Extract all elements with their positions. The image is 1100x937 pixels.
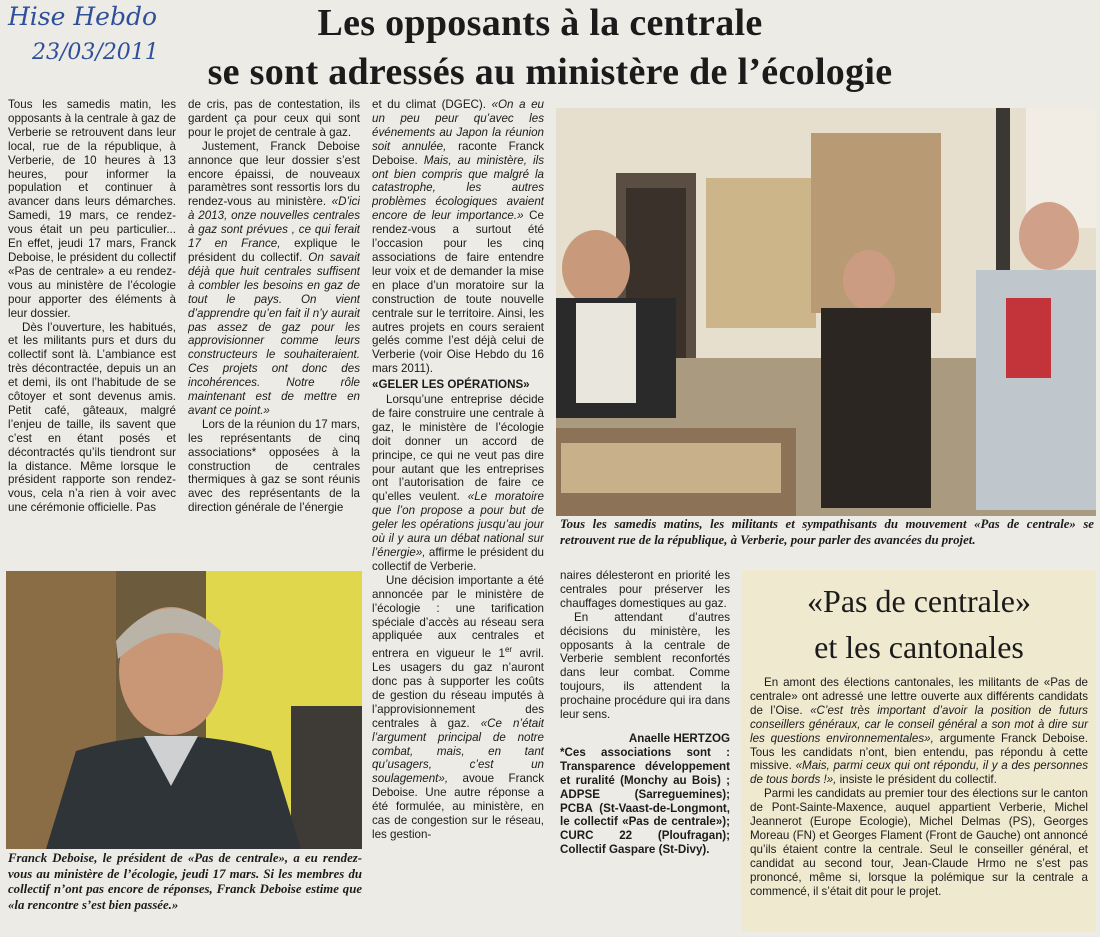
- portrait-photo-illustration: [6, 571, 362, 849]
- handwritten-date: 23/03/2011: [32, 40, 159, 65]
- portrait-photo: [6, 571, 362, 849]
- handwritten-source: Hise Hebdo: [8, 2, 158, 31]
- author-signature: Anaelle HERTZOG: [628, 731, 730, 745]
- subheading-geler: «GELER LES OPÉRATIONS»: [372, 378, 530, 392]
- meeting-photo-caption: Tous les samedis matins, les militants et sympathisants du mouvement «Pas de centrale» se retrouvent rue de la république, à Verberie, pour parler des avancées du projet.: [560, 517, 1094, 547]
- article-column-1: [8, 98, 176, 558]
- portrait-photo-caption: Franck Deboise, le président de «Pas de centrale», a eu rendez-vous au ministère de l’écologie, jeudi 17 mars. Si les membres du collectif n’ont pas encore de réponses, Franck Deboise estime que «la rencontre s’est bien passée.»: [8, 851, 362, 912]
- headline-line-2: se sont adressés au ministère de l’écologie: [207, 51, 893, 93]
- col4-paragraph-2: En attendant d’autres décisions du ministère, les opposants à la centrale de Verberie semblent reconfortés dans leur combat. Comme toujours, ils attendent la prochaine procédure qui ira dans leur sens.: [560, 610, 730, 722]
- col3-paragraph-2: Lorsqu’une entreprise décide de faire construire une centrale à gaz, le ministère de l’écologie doit donner un accord de principe, ce qui ne veut pas dire pour autant que les entreprises ont l’autorisation de faire ce qu’elles veulent. «Le moratoire que l’on propose a pour but de geler les opérations jusqu’au jour où il y aura un débat national sur l’énergie», affirme le président du collectif de Verberie.: [372, 393, 544, 573]
- headline-line-1: Les opposants à la centrale: [317, 2, 763, 44]
- meeting-photo-illustration: [556, 108, 1096, 516]
- sidebar-paragraph-1: En amont des élections cantonales, les militants de «Pas de centrale» ont adressé une lettre ouverte aux différents candidats de l’Oise. «C’est très important d’avoir la position de futurs conseillers généraux, car le conseil général a son mot à dire sur les questions environnementales», argumente Franck Deboise. Tous les candidats n’ont, bien entendu, pas répondu à cette missive. «Mais, parmi ceux qui ont répondu, il y a des personnes de tous bords !», insiste le président du collectif.: [750, 676, 1089, 787]
- col1-paragraph-1: Tous les samedis matin, les opposants à la centrale à gaz de Verberie se retrouvent dans leur local, rue de la république, à Verberie, de 10 heures à 13 heures, pour informer la population et continuer à avancer dans leurs démarches. Samedi, 19 mars, ce rendez-vous était un peu particulier... En effet, jeudi 17 mars, Franck Deboise, le président du collectif «Pas de centrale» a eu rendez-vous au ministère de l’écologie pour apporter des éléments à leur dossier.: [8, 98, 176, 320]
- col2-paragraph-3: Lors de la réunion du 17 mars, les représentants de cinq associations* opposées à la construction de centrales thermiques à gaz se sont réunis avec des représentants de la direction générale de l’énergie: [188, 417, 360, 515]
- article-column-4: [560, 569, 730, 929]
- meeting-photo: [556, 108, 1096, 516]
- associations-footnote: *Ces associations sont : Transparence développement et ruralité (Monchy au Bois) ; ADPSE (Sarreguemines); PCBA (St-Vaast-de-Longmont, le collectif «Pas de centrale»); CURC 22 (Ploufragan); Collectif Gaspare (St-Divy).: [560, 745, 730, 857]
- col3-paragraph-3: Une décision importante a été annoncée par le ministère de l’écologie : une tarification spéciale d’accès au réseau sera appliquée aux centrales et entrera en vigueur le 1er avril. Les usagers du gaz n’auront donc pas à supporter les coûts de gestion du réseau imputés à l’approvisionnement des centrales à gaz. «Ce n’était l’argument principal de notre combat, mais, en tant qu’usagers, c’est un soulagement», avoue Franck Deboise. Une autre réponse a été formulée, au ministère, en cas de congestion sur le réseau, les gestion-: [372, 573, 544, 841]
- sidebar-paragraph-2: Parmi les candidats au premier tour des élections sur le canton de Pont-Sainte-Maxence, auquel appartient Verberie, Michel Jeannerot (Europe Ecologie), Michel Delmas (PS), Georges Moreau (FN) et Georges Flament (Front de Gauche) ont annoncé qu’ils étaient contre la centrale. Seul le conseiller général, et candidat au second tour, Jean-Claude Hrmo ne s’est pas prononcé, même si, lorsque la polémique sur la centrale a commencé, il s’était dit pour le projet.: [750, 787, 1088, 898]
- col2-paragraph-2: Justement, Franck Deboise annonce que leur dossier s’est encore épaissi, de nouveaux paramètres sont ressortis lors du rendez-vous au ministère. «D’ici à 2013, onze nouvelles centrales à gaz sont prévues , ce qui ferait 17 en France, explique le président du collectif. On savait déjà que huit centrales suffisent à combler les besoins en gaz de tout le pays. On vient d’apprendre qu’en fait il n’y aurait pas assez de gaz pour les approvisionner comme leurs constructeurs le souhaiteraient. Ces projets ont donc des incohérences. Notre rôle maintenant est de mettre en avant ce point.»: [188, 139, 360, 417]
- sidebar-title-line-2: et les cantonales: [814, 629, 1024, 665]
- col1-paragraph-2: Dès l’ouverture, les habitués, et les militants purs et durs du collectif sont là. L’ambiance est très décontractée, depuis un an et demi, ils ont l’habitude de se côtoyer et sont devenus amis. Petit café, gâteaux, malgré l’enjeu de taille, ils savent que c’est en étant posés et décontractés qu’ils tiendront sur la distance. Même lorsque le président rapporte son rendez-vous, cela n’a rien à voir avec une cérémonie officielle. Pas: [8, 320, 176, 515]
- article-column-2: [188, 98, 360, 560]
- sidebar-text: [742, 676, 1096, 926]
- article-column-3: [372, 98, 544, 930]
- sidebar-box: [742, 570, 1096, 932]
- col2-paragraph-1: de cris, pas de contestation, ils gardent ça pour ceux qui sont pour le projet de centrale à gaz.: [188, 98, 360, 139]
- col4-paragraph-1: naires délesteront en priorité les centrales pour préserver les chauffages domestiques au gaz.: [560, 569, 730, 610]
- sidebar-title-line-1: «Pas de centrale»: [807, 583, 1031, 619]
- col3-paragraph-1: et du climat (DGEC). «On a eu un peu peur qu’avec les événements au Japon la réunion soit annulée, raconte Franck Deboise. Mais, au ministère, ils ont bien compris que malgré la catastrophe, les autres problèmes écologiques avaient encore de leur importance.» Ce rendez-vous a surtout été l’occasion pour les cinq associations de faire entendre leur voix et de demander la mise en place d’un moratoire sur la construction de toute nouvelle centrale sur le territoire. Ainsi, les autres projets en cours seraient gelés comme l’est déjà celui de Verberie (voir Oise Hebdo du 16 mars 2011).: [372, 98, 544, 376]
